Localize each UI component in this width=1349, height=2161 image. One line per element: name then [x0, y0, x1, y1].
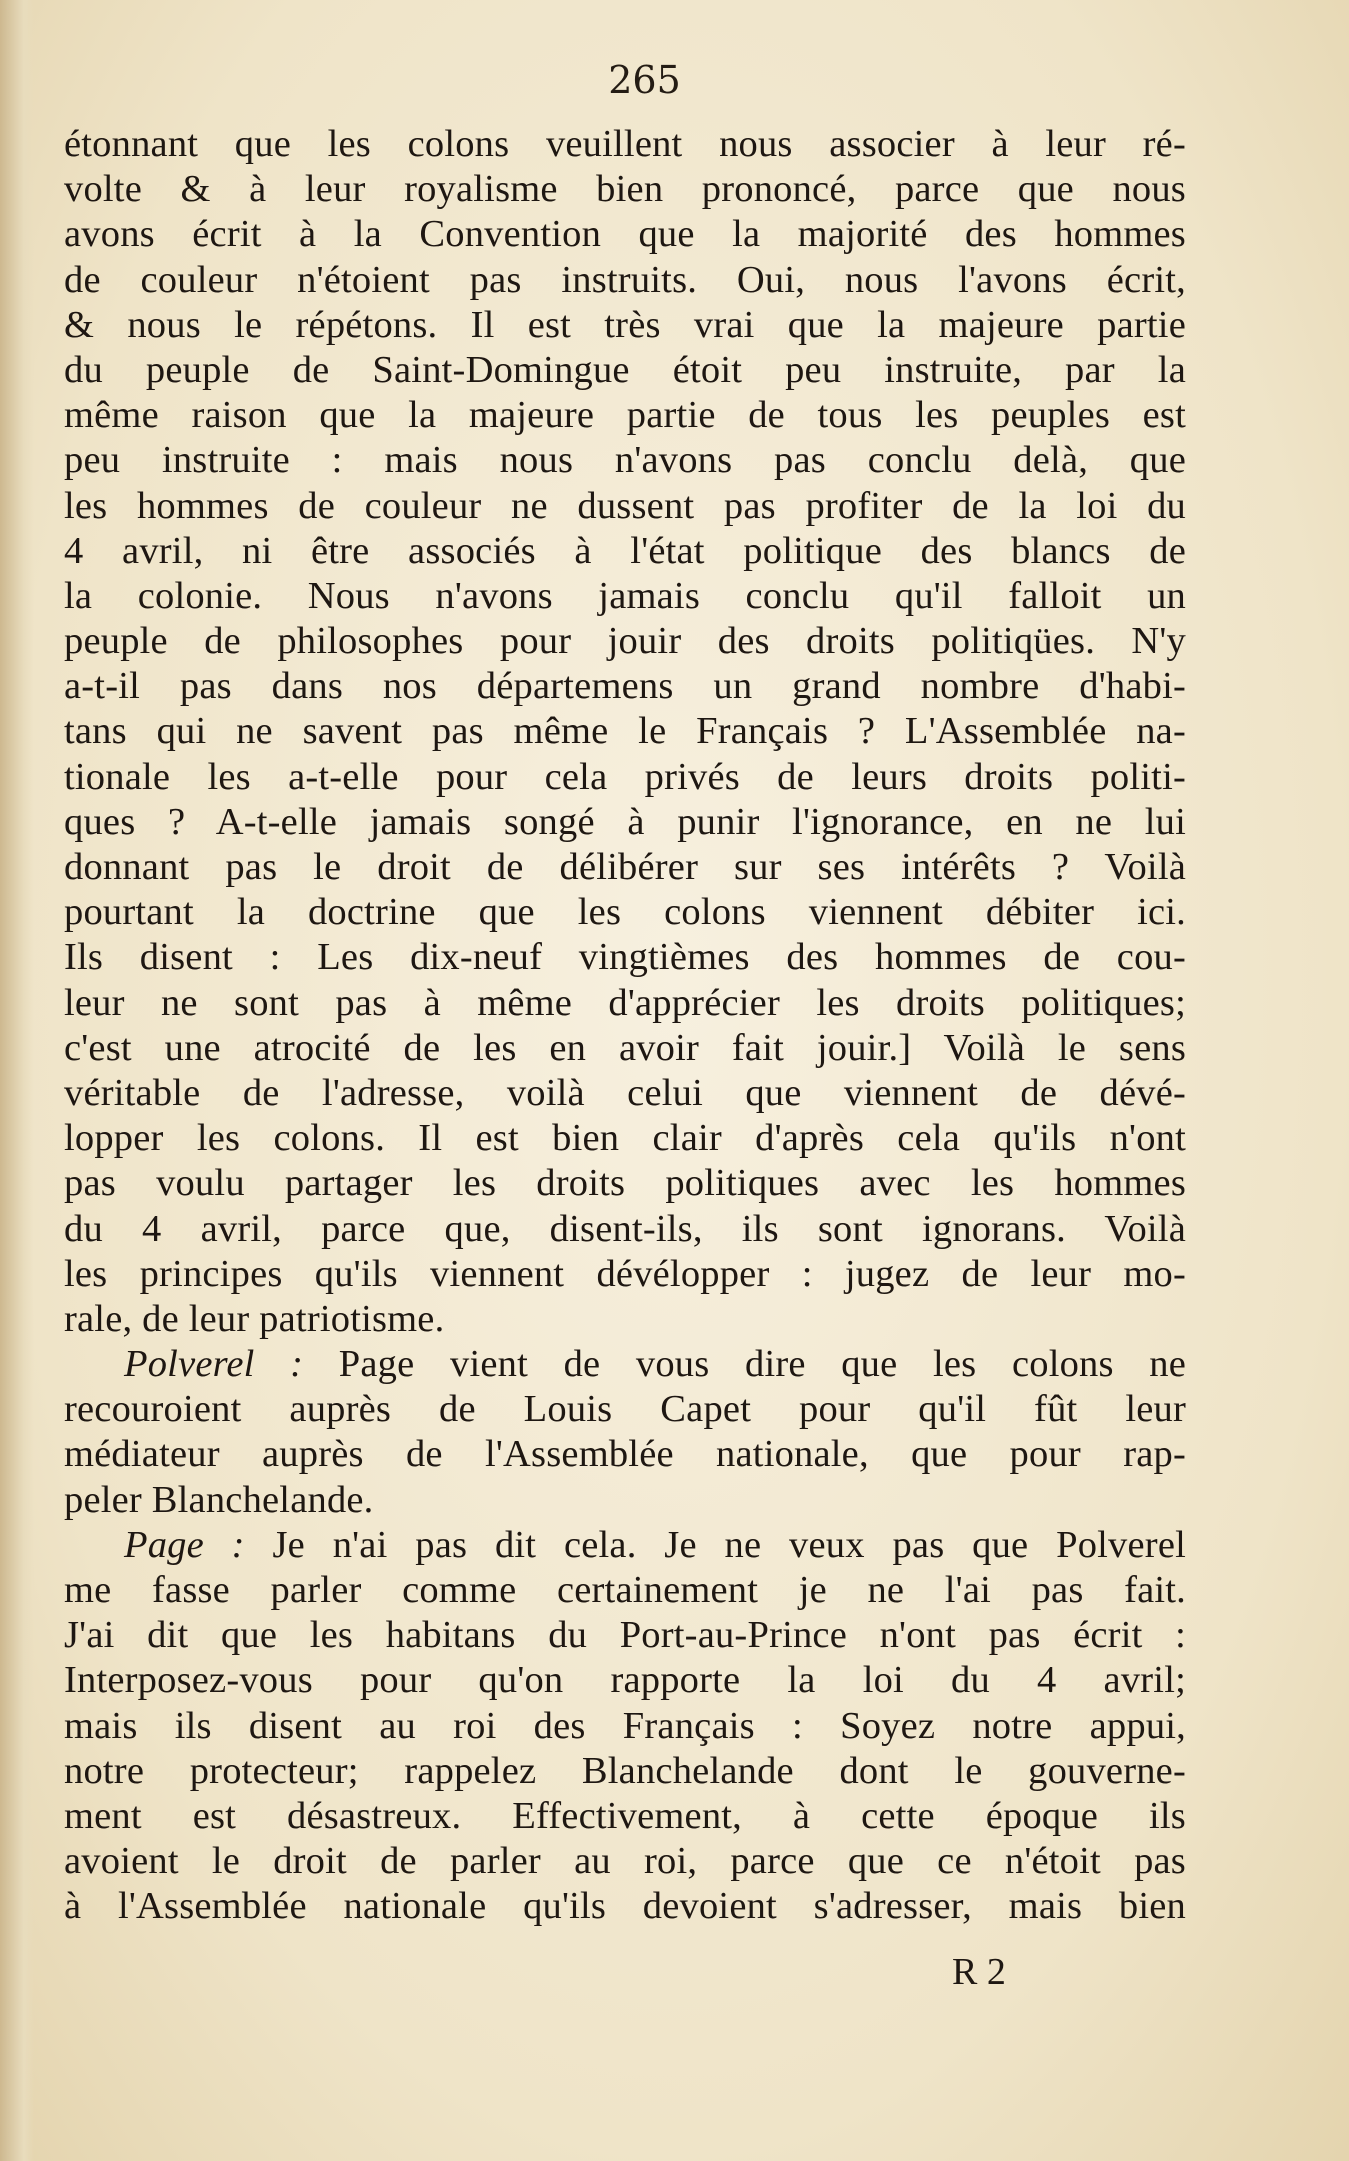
text-line: Interposez-vous pour qu'on rapporte la loi du 4 avril;: [64, 1659, 1186, 1702]
text-line: ment est désastreux. Effectivement, à cette époque ils: [64, 1794, 1186, 1837]
page-binding-edge: [0, 0, 34, 2161]
text-line: les hommes de couleur ne dussent pas profiter de la loi du: [64, 484, 1186, 527]
text-line: avoient le droit de parler au roi, parce que ce n'étoit pas: [64, 1840, 1186, 1883]
text-line: du 4 avril, parce que, disent-ils, ils sont ignorans. Voilà: [64, 1207, 1186, 1250]
text-line: 4 avril, ni être associés à l'état politique des blancs de: [64, 529, 1186, 572]
text-segment: Je n'ai pas dit cela. Je ne veux pas que Polverel: [272, 1523, 1186, 1566]
text-line: volte & à leur royalisme bien prononcé, parce que nous: [64, 168, 1186, 211]
text-line: ques ? A-t-elle jamais songé à punir l'ignorance, en ne lui: [64, 800, 1186, 843]
text-line: du peuple de Saint-Domingue étoit peu instruite, par la: [64, 348, 1186, 391]
speaker-label-page: Page :: [124, 1523, 245, 1566]
text-line: rale, de leur patriotisme.: [64, 1297, 445, 1340]
body-text: [64, 122, 1186, 1930]
text-line: & nous le répétons. Il est très vrai que la majeure partie: [64, 303, 1186, 346]
text-line: étonnant que les colons veuillent nous associer à leur ré-: [64, 123, 1186, 165]
text-line: Ils disent : Les dix-neuf vingtièmes des hommes de cou-: [64, 936, 1186, 979]
text-line: la colonie. Nous n'avons jamais conclu qu'il falloit un: [64, 574, 1186, 617]
text-line: pourtant la doctrine que les colons viennent débiter ici.: [64, 891, 1186, 934]
text-line: notre protecteur; rappelez Blanchelande dont le gouverne-: [64, 1749, 1186, 1792]
text-line: véritable de l'adresse, voilà celui que viennent de dévé-: [64, 1071, 1186, 1114]
text-line: leur ne sont pas à même d'apprécier les droits politiques;: [64, 981, 1186, 1024]
text-line: donnant pas le droit de délibérer sur ses intérêts ? Voilà: [64, 846, 1186, 888]
text-line: tionale les a-t-elle pour cela privés de leurs droits politi-: [64, 755, 1186, 798]
text-line: les principes qu'ils viennent dévélopper : jugez de leur mo-: [64, 1252, 1186, 1295]
signature-mark: R 2: [952, 1951, 1006, 1993]
text-line: à l'Assemblée nationale qu'ils devoient s'adresser, mais bien: [64, 1885, 1186, 1928]
text-line: peler Blanchelande.: [64, 1478, 374, 1521]
polverel-paragraph-first-line: [64, 1342, 1186, 1387]
text-line: me fasse parler comme certainement je ne l'ai pas fait.: [64, 1569, 1186, 1611]
text-line: mais ils disent au roi des Français : Soyez notre appui,: [64, 1704, 1186, 1747]
text-line: a-t-il pas dans nos départemens un grand nombre d'habi-: [64, 665, 1186, 708]
text-line: médiateur auprès de l'Assemblée nationale, que pour rap-: [64, 1433, 1186, 1476]
text-line: c'est une atrocité de les en avoir fait jouir.] Voilà le sens: [64, 1026, 1186, 1069]
text-line: J'ai dit que les habitans du Port-au-Prince n'ont pas écrit :: [64, 1614, 1186, 1657]
text-line: pas voulu partager les droits politiques avec les hommes: [64, 1162, 1186, 1205]
page-paragraph-first-line: [64, 1523, 1186, 1568]
page-number: 265: [608, 58, 681, 102]
text-line: lopper les colons. Il est bien clair d'après cela qu'ils n'ont: [64, 1117, 1186, 1160]
text-line: peuple de philosophes pour jouir des droits politiqües. N'y: [64, 620, 1186, 663]
text-line: tans qui ne savent pas même le Français ? L'Assemblée na-: [64, 710, 1186, 753]
speaker-label-polverel: Polverel :: [124, 1343, 304, 1386]
text-line: même raison que la majeure partie de tous les peuples est: [64, 394, 1186, 437]
text-segment: Page vient de vous dire que les colons ne: [338, 1343, 1186, 1386]
text-line: peu instruite : mais nous n'avons pas conclu delà, que: [64, 439, 1186, 482]
text-line: avons écrit à la Convention que la majorité des hommes: [64, 213, 1186, 256]
text-line: recouroient auprès de Louis Capet pour qu'il fût leur: [64, 1388, 1186, 1431]
text-line: de couleur n'étoient pas instruits. Oui, nous l'avons écrit,: [64, 258, 1186, 301]
